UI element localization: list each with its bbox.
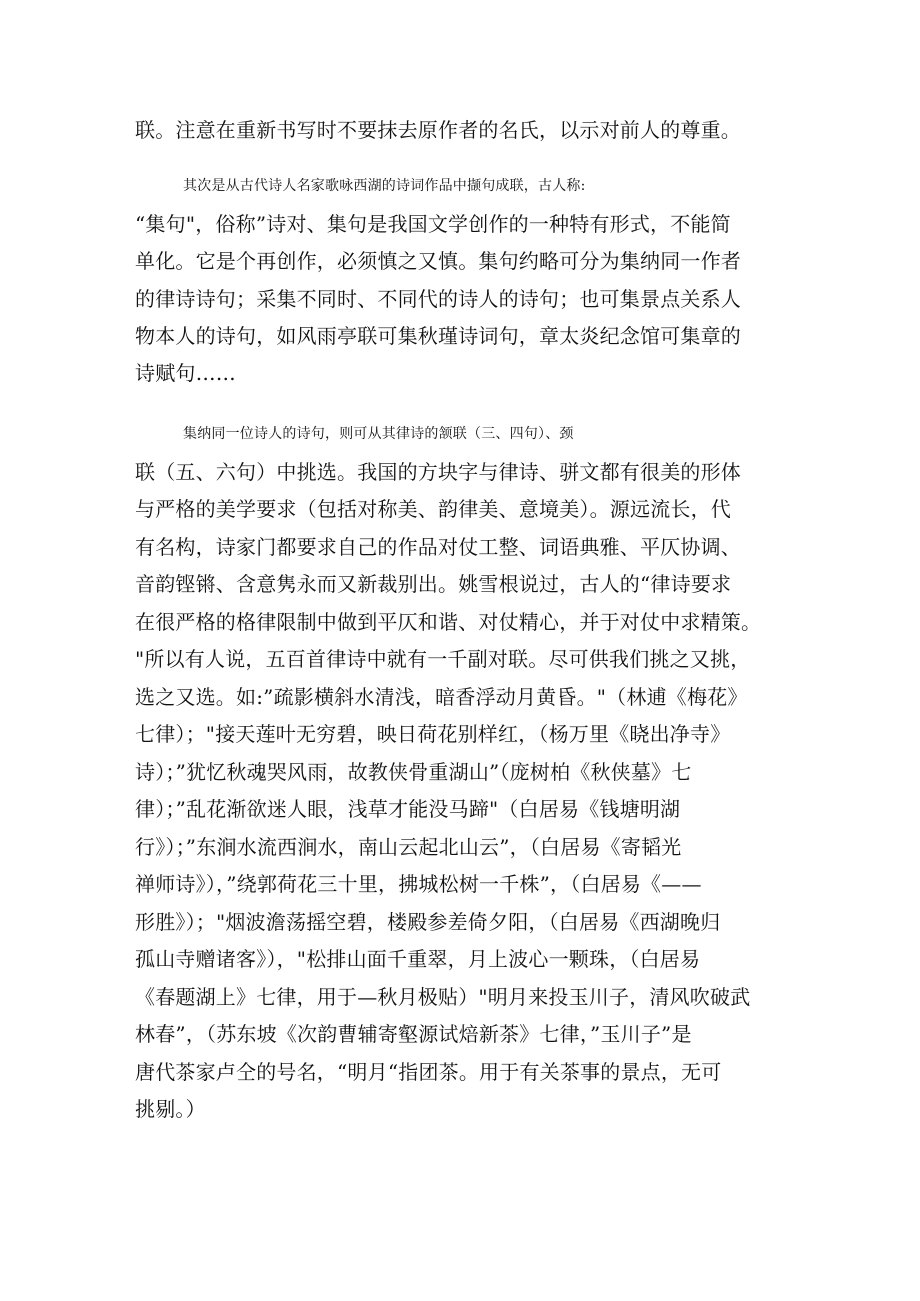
text-line: 音韵铿锵、含意隽永而又新裁别出。姚雪根说过，古人的“律诗要求 [135,572,732,596]
text-line: 联。注意在重新书写时不要抹去原作者的名氏，以示对前人的尊重。 [135,118,741,142]
text-line: 挑剔。） [135,1097,206,1121]
text-line: "所以有人说，五百首律诗中就有一千副对联。尽可供我们挑之又挑， [135,647,751,671]
text-line: 集纳同一位诗人的诗句，则可从其律诗的颔联（三、四句）、颈 [183,426,574,442]
text-line: 有名构，诗家门都要求自己的作品对仗工整、词语典雅、平仄协调、 [135,535,741,559]
text-line: 禅师诗》），”绕郭荷花三十里，拂城松树一千株”，（白居易《—— [135,872,702,896]
text-line: 《春题湖上》七律，用于—秋月极贴）"明月来投玉川子，清风吹破武 [135,985,751,1009]
text-line: “集句"，俗称”诗对、集句是我国文学创作的一种特有形式，不能简 [135,212,731,236]
text-line: 的律诗诗句；采集不同时、不同代的诗人的诗句；也可集景点关系人 [135,287,741,311]
text-line: 选之又选。如:”疏影横斜水清浅，暗香浮动月黄昏。"（林逋《梅花》 [135,685,748,709]
text-line: 其次是从古代诗人名家歌咏西湖的诗词作品中撷句成联，古人称: [183,178,586,194]
text-line: 物本人的诗句，如风雨亭联可集秋瑾诗词句，章太炎纪念馆可集章的 [135,324,741,348]
text-line: 孤山寺赠诸客》），"松排山面千重翠，月上波心一颗珠，（白居易 [135,947,701,971]
text-line: 形胜》）；"烟波澹荡摇空碧，楼殿参差倚夕阳，（白居易《西湖晚归 [135,910,721,934]
text-line: 诗）；”犹忆秋魂哭风雨，故教侠骨重湖山”（庞树柏《秋侠墓》七 [135,760,692,784]
text-line: 唐代茶家卢仝的号名，“明月“指团茶。用于有关茶事的景点，无可 [135,1060,722,1084]
text-line: 联（五、六句）中挑选。我国的方块字与律诗、骈文都有很美的形体 [135,460,741,484]
text-line: 行》）；”东涧水流西涧水，南山云起北山云”，（白居易《寄韬光 [135,835,682,859]
text-line: 林春”，（苏东坡《次韵曹辅寄壑源试焙新茶》七律，”玉川子”是 [135,1022,692,1046]
text-line: 在很严格的格律限制中做到平仄和谐、对仗精心，并于对仗中求精策。 [135,610,762,634]
text-line: 与严格的美学要求（包括对称美、韵律美、意境美）。源远流长，代 [135,497,731,521]
text-line: 律）；”乱花渐欲迷人眼，浅草才能没马蹄"（白居易《钱塘明湖 [135,797,681,821]
text-line: 单化。它是个再创作，必须慎之又慎。集句约略可分为集纳同一作者 [135,249,741,273]
text-line: 诗赋句…… [135,361,236,385]
text-line: 七律）；"接天莲叶无穷碧，映日荷花别样红，（杨万里《晓出净寺》 [135,722,731,746]
